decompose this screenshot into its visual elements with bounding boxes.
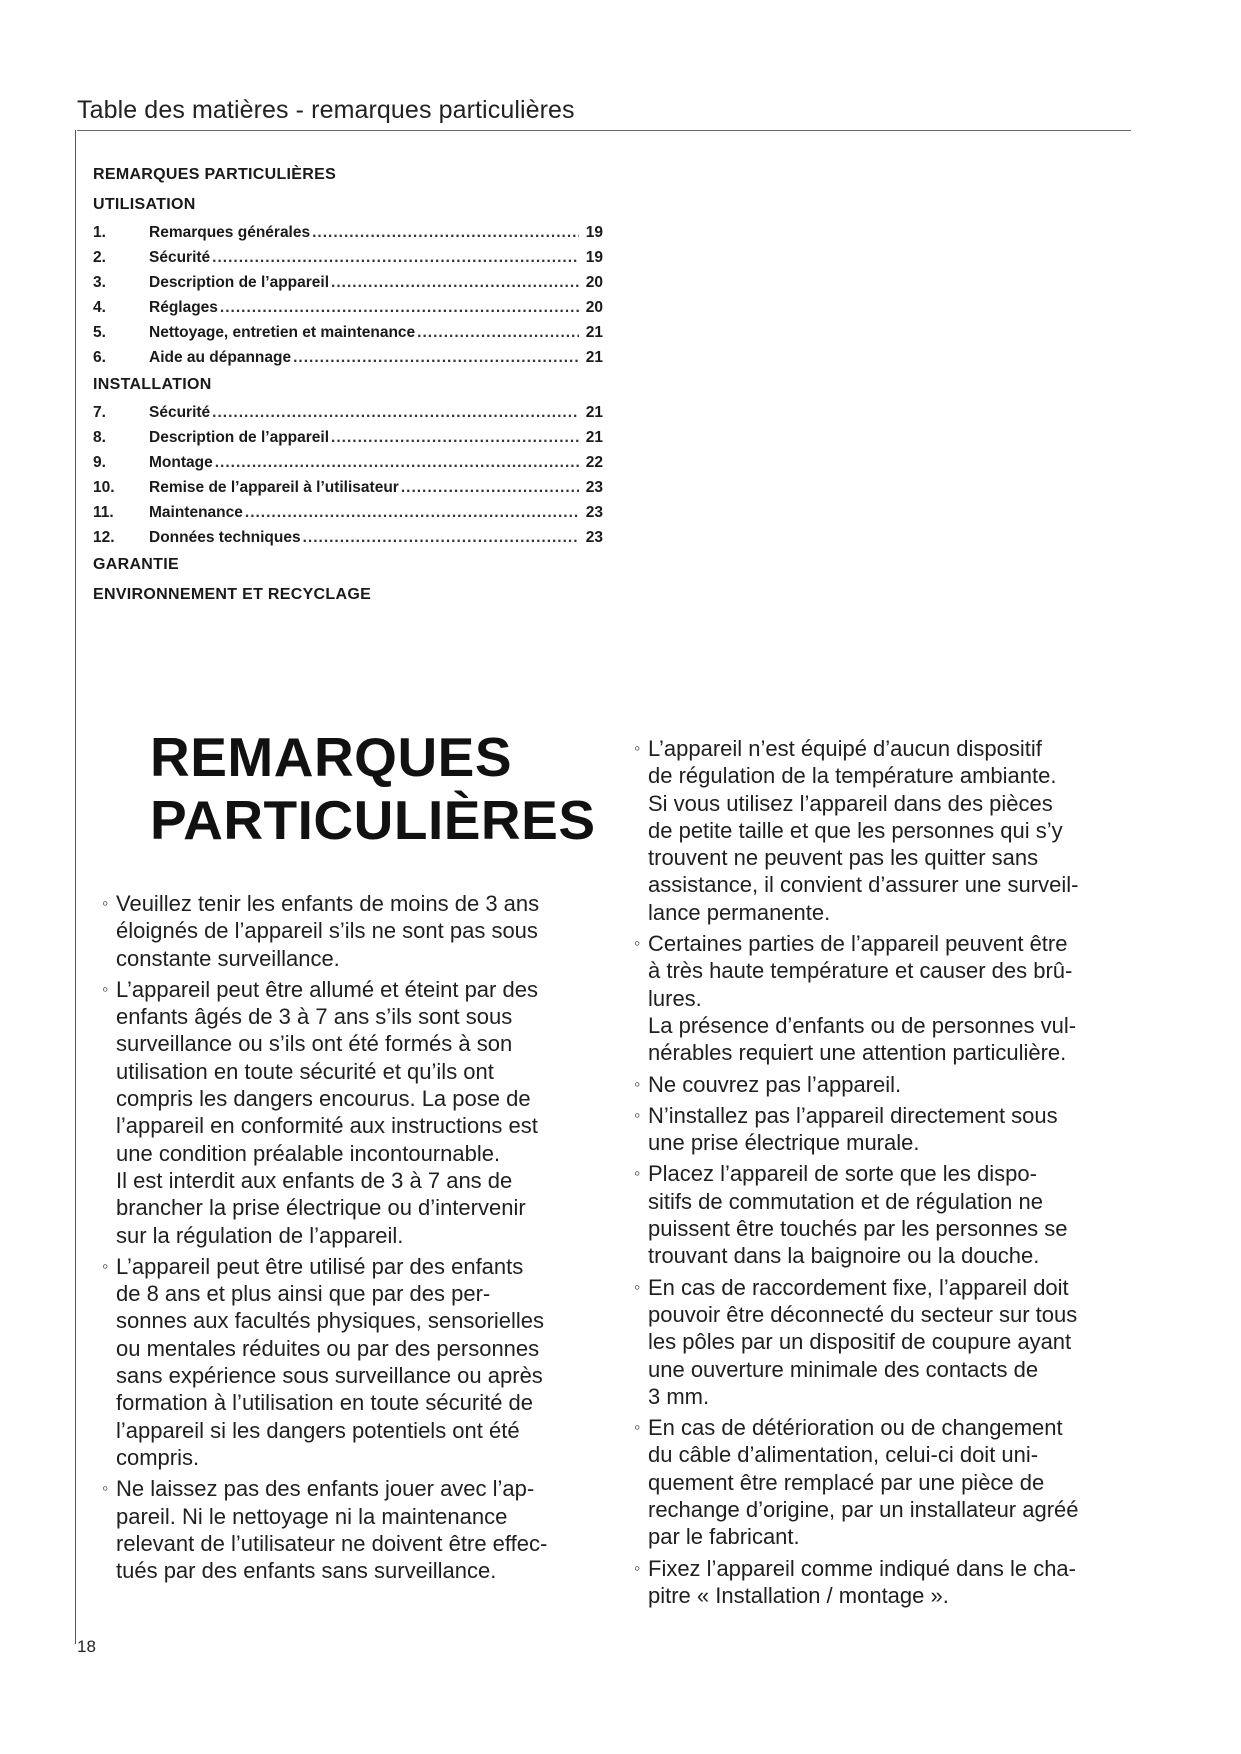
bullet-icon: ◦ [634,933,641,954]
toc-leader-dots [212,400,579,425]
bullet-icon: ◦ [634,1104,641,1125]
toc-section-garantie[interactable]: GARANTIE [93,556,179,573]
bullet-paragraph [634,930,1143,1066]
toc-item[interactable] [93,400,603,425]
toc-section-installation[interactable]: INSTALLATION [93,376,212,393]
bullet-paragraph [102,890,616,972]
toc-item-number: 5. [93,324,106,341]
toc-item[interactable] [93,245,603,270]
toc-leader-dots [331,270,579,295]
toc-installation-list [93,400,603,550]
main-heading-line1: REMARQUES [150,726,513,788]
bullet-icon: ◦ [634,1557,641,1578]
paragraph-text: Fixez l’appareil comme indiqué dans le cha- pitre « Installation / montage ». [648,1555,1076,1608]
toc-item-page: 21 [585,429,603,446]
paragraph-text: Ne laissez pas des enfants jouer avec l’ap- pareil. Ni le nettoyage ni la maintenance relevant de l’utilisateur ne doivent être effec- tués par des enfants sans surveillance. [116,1476,548,1584]
toc-item-page: 19 [585,224,603,241]
toc-leader-dots [245,500,579,525]
bullet-paragraph [634,735,1143,926]
toc-item-number: 4. [93,299,106,316]
toc-item[interactable] [93,475,603,500]
toc-item[interactable] [93,425,603,450]
toc-item-number: 9. [93,454,106,471]
toc-leader-dots [303,525,579,550]
toc-item-number: 2. [93,249,106,266]
bullet-paragraph [634,1274,1143,1410]
header-divider [77,130,1131,131]
toc-item-page: 22 [585,454,603,471]
paragraph-text: Veuillez tenir les enfants de moins de 3 ans éloignés de l’appareil s’ils ne sont pas sous constante surveillance. [116,891,540,971]
toc-item[interactable] [93,500,603,525]
toc-item[interactable] [93,295,603,320]
toc-item[interactable] [93,320,603,345]
toc-item[interactable] [93,525,603,550]
bullet-icon: ◦ [634,738,641,758]
paragraph-text: Placez l’appareil de sorte que les dispo- sitifs de commutation et de régulation ne puissent être touchés par les personnes se trouvant dans la baignoire ou la douche. [648,1161,1068,1269]
bullet-icon: ◦ [102,893,109,913]
toc-item-title: Réglages [149,299,218,316]
paragraph-text: L’appareil peut être utilisé par des enfants de 8 ans et plus ainsi que par des per- sonnes aux facultés physiques, sensorielles ou mentales réduites ou par des personnes sans expérience sous surveillance ou après formation à l’utilisation en toute sécurité de l’appareil si les dangers potentiels ont été compris. [116,1253,545,1470]
left-margin-rule [75,130,76,1644]
toc-item-page: 23 [585,504,603,521]
bullet-icon: ◦ [634,1276,641,1297]
toc-item-number: 1. [93,224,106,241]
toc-item-page: 21 [585,324,603,341]
toc-leader-dots [312,220,579,245]
paragraph-text: L’appareil n’est équipé d’aucun dispositif de régulation de la température ambiante. Si vous utilisez l’appareil dans des pièces de petite taille et que les personnes qui s’y trouvent ne peuvent pas les quitter sans assistance, il convient d’assurer une surveil- lance permanente. [648,736,1079,925]
toc-leader-dots [220,295,579,320]
bullet-icon: ◦ [634,1073,641,1094]
toc-leader-dots [417,320,579,345]
toc-item-page: 21 [585,349,603,366]
toc-item-title: Données techniques [149,529,301,546]
toc-item[interactable] [93,220,603,245]
toc-item-title: Maintenance [149,504,243,521]
toc-item-title: Remarques générales [149,224,311,241]
paragraph-text: En cas de raccordement fixe, l’appareil doit pouvoir être déconnecté du secteur sur tous les pôles par un dispositif de coupure ayant une ouverture minimale des contacts de 3 mm. [648,1274,1078,1409]
bullet-paragraph [634,1071,1143,1098]
toc-item-title: Aide au dépannage [149,349,292,366]
bullet-icon: ◦ [634,1417,641,1438]
toc-section-utilisation[interactable]: UTILISATION [93,196,196,213]
toc-item-page: 23 [585,529,603,546]
toc-item-title: Remise de l’appareil à l’utilisateur [149,479,399,496]
bullet-icon: ◦ [634,1163,641,1184]
toc-item-title: Montage [149,454,213,471]
paragraph-text: Ne couvrez pas l’appareil. [648,1071,902,1097]
paragraph-text: En cas de détérioration ou de changement du câble d’alimentation, celui-ci doit uni- quement être remplacé par une pièce de rechange d’origine, par un installateur agréé par le fabricant. [648,1415,1079,1550]
toc-item[interactable] [93,345,603,370]
left-column [102,890,616,1588]
toc-item[interactable] [93,450,603,475]
toc-item-page: 20 [585,274,603,291]
toc-section-remarques[interactable]: REMARQUES PARTICULIÈRES [93,166,337,183]
main-heading [150,726,596,852]
bullet-paragraph [102,1475,616,1584]
bullet-icon: ◦ [102,1478,109,1499]
bullet-icon: ◦ [102,1255,109,1276]
bullet-paragraph [102,976,616,1249]
paragraph-text: L’appareil peut être allumé et éteint par des enfants âgés de 3 à 7 ans s’ils sont sous surveillance ou s’ils ont été formés à son utilisation en toute sécurité et qu’ils ont compris les dangers encourus. La pose de l’appareil en conformité aux instructions est une condition préalable incontournable. Il est interdit aux enfants de 3 à 7 ans de brancher la prise électrique ou d’intervenir sur la régulation de l’appareil. [116,976,538,1248]
bullet-paragraph [634,1160,1143,1269]
bullet-icon: ◦ [102,978,109,999]
toc-item-number: 8. [93,429,106,446]
page-number: 18 [77,1637,96,1656]
toc-leader-dots [401,475,579,500]
bullet-paragraph [634,1414,1143,1550]
right-column [634,735,1143,1613]
bullet-paragraph [634,1102,1143,1157]
toc-leader-dots [293,345,579,370]
toc-item-page: 20 [585,299,603,316]
toc-item-title: Nettoyage, entretien et maintenance [149,324,416,341]
toc-item-number: 11. [93,504,114,521]
toc-item[interactable] [93,270,603,295]
bullet-paragraph [102,1253,616,1471]
toc-item-number: 10. [93,479,115,496]
toc-item-number: 6. [93,349,106,366]
paragraph-text: Certaines parties de l’appareil peuvent être à très haute température et causer des brû- lures. La présence d’enfants ou de personnes vul- nérables requiert une attention particulière. [648,931,1077,1066]
toc-item-number: 7. [93,404,106,421]
toc-item-number: 12. [93,529,115,546]
toc-leader-dots [212,245,579,270]
toc-item-page: 23 [585,479,603,496]
toc-leader-dots [331,425,579,450]
toc-item-page: 21 [585,404,603,421]
toc-section-environnement[interactable]: ENVIRONNEMENT ET RECYCLAGE [93,586,372,603]
toc-item-number: 3. [93,274,106,291]
main-heading-line2: PARTICULIÈRES [150,789,596,851]
toc-utilisation-list [93,220,603,370]
toc-item-title: Sécurité [149,249,211,266]
table-of-contents [93,160,603,610]
toc-item-title: Sécurité [149,404,211,421]
toc-item-page: 19 [585,249,603,266]
toc-item-title: Description de l’appareil [149,429,330,446]
paragraph-text: N’installez pas l’appareil directement sous une prise électrique murale. [648,1102,1058,1156]
bullet-paragraph [634,1555,1143,1610]
toc-leader-dots [215,450,579,475]
page-header-title: Table des matières - remarques particulières [77,96,575,124]
toc-item-title: Description de l’appareil [149,274,330,291]
